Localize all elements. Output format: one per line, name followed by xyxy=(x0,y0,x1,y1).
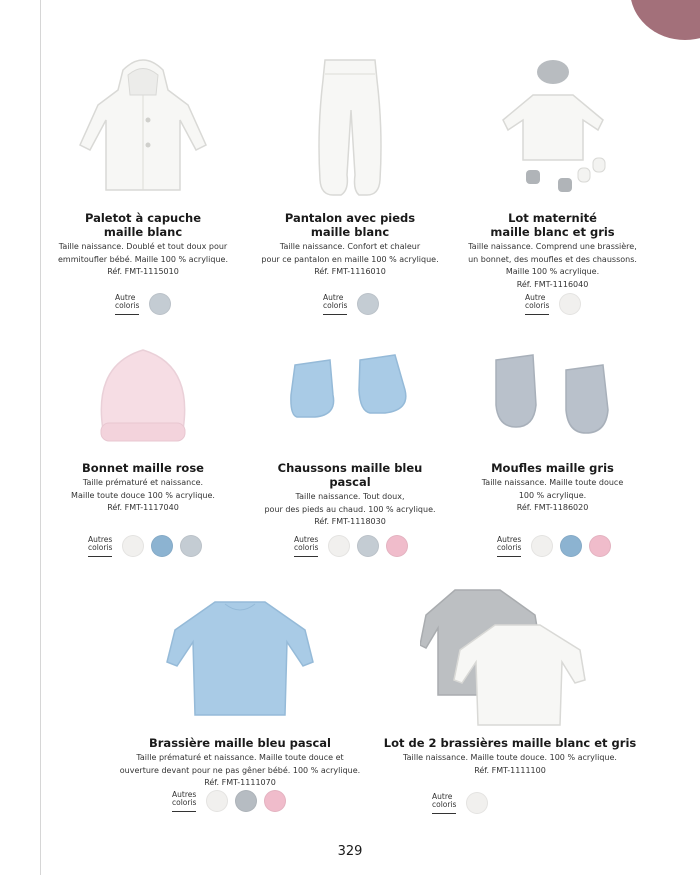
color-swatch[interactable] xyxy=(151,535,173,557)
page-number: 329 xyxy=(337,844,363,859)
chaussons-image xyxy=(275,335,425,455)
product-name: Lot de 2 brassières maille blanc et gris xyxy=(383,736,637,750)
color-swatch[interactable] xyxy=(122,535,144,557)
product-description: Taille naissance. Maille toute douce 100 % acrylique. xyxy=(481,478,624,500)
colors-label: Autres coloris xyxy=(172,791,196,812)
product-moufles xyxy=(455,335,650,515)
colors-label: Autre coloris xyxy=(432,793,456,814)
product-name: Paletot à capuche maille blanc xyxy=(84,211,202,239)
product-name: Lot maternité maille blanc et gris xyxy=(490,211,615,239)
color-swatch[interactable] xyxy=(559,293,581,315)
color-swatch[interactable] xyxy=(386,535,408,557)
product-reference: Réf. FMT-1111100 xyxy=(474,765,546,775)
colors-brassiere xyxy=(172,790,286,812)
colors-chaussons xyxy=(294,535,408,557)
product-name: Bonnet maille rose xyxy=(82,461,204,475)
pantalon-image xyxy=(275,50,425,205)
product-name: Brassière maille bleu pascal xyxy=(149,736,331,750)
product-lot-maternite xyxy=(455,50,650,291)
product-lot-brassieres xyxy=(380,580,640,777)
page-margin-line xyxy=(40,0,41,875)
product-reference: Réf. FMT-1116010 xyxy=(314,267,386,276)
color-swatch[interactable] xyxy=(264,790,286,812)
paletot-image xyxy=(68,50,218,205)
color-swatch[interactable] xyxy=(357,293,379,315)
colors-label: Autres coloris xyxy=(497,536,521,557)
colors-pantalon xyxy=(323,293,379,315)
product-brassiere xyxy=(110,590,370,790)
colors-label: Autre coloris xyxy=(115,294,139,315)
colors-moufles xyxy=(497,535,611,557)
product-pantalon xyxy=(255,50,445,279)
bonnet-image xyxy=(68,335,218,455)
product-reference: Réf. FMT-1117040 xyxy=(107,503,179,512)
product-name: Pantalon avec pieds maille blanc xyxy=(284,211,416,239)
lot-maternite-image xyxy=(478,50,628,205)
product-description: Taille naissance. Doublé et tout doux pour emmitoufler bébé. Maille 100 % acrylique. xyxy=(58,242,228,264)
product-description: Taille naissance. Maille toute douce. 100 % acrylique. xyxy=(403,753,617,762)
product-reference: Réf. FMT-1116040 xyxy=(516,279,589,289)
colors-paletot xyxy=(115,293,171,315)
brassiere-image xyxy=(155,590,325,730)
moufles-image xyxy=(478,335,628,455)
corner-accent xyxy=(630,0,700,40)
colors-label: Autres coloris xyxy=(88,536,112,557)
product-name: Moufles maille gris xyxy=(491,461,614,475)
color-swatch[interactable] xyxy=(180,535,202,557)
product-name: Chaussons maille bleu pascal xyxy=(277,461,423,489)
product-reference: Réf. FMT-1115010 xyxy=(107,267,179,276)
product-description: Taille prématuré et naissance. Maille toute douce 100 % acrylique. xyxy=(71,478,215,500)
colors-label: Autre coloris xyxy=(323,294,347,315)
colors-lot-brassieres xyxy=(432,792,488,814)
product-bonnet xyxy=(48,335,238,515)
product-chaussons xyxy=(255,335,445,529)
color-swatch[interactable] xyxy=(328,535,350,557)
product-description: Taille naissance. Tout doux, pour des pieds au chaud. 100 % acrylique. xyxy=(264,492,436,514)
product-reference: Réf. FMT-1111070 xyxy=(204,778,276,787)
product-reference: Réf. FMT-1118030 xyxy=(314,517,386,526)
colors-label: Autre coloris xyxy=(525,294,549,315)
colors-bonnet xyxy=(88,535,202,557)
colors-lot-maternite xyxy=(525,293,581,315)
color-swatch[interactable] xyxy=(235,790,257,812)
colors-label: Autres coloris xyxy=(294,536,318,557)
product-paletot xyxy=(48,50,238,279)
color-swatch[interactable] xyxy=(589,535,611,557)
color-swatch[interactable] xyxy=(206,790,228,812)
color-swatch[interactable] xyxy=(560,535,582,557)
lot-brassieres-image xyxy=(420,580,600,730)
color-swatch[interactable] xyxy=(357,535,379,557)
product-description: Taille naissance. Comprend une brassière, un bonnet, des moufles et des chaussons. Maille 100 % acrylique. xyxy=(468,242,637,276)
color-swatch[interactable] xyxy=(466,792,488,814)
color-swatch[interactable] xyxy=(531,535,553,557)
product-description: Taille prématuré et naissance. Maille toute douce et ouverture devant pour ne pas gêner bébé. 100 % acrylique. xyxy=(119,753,361,775)
color-swatch[interactable] xyxy=(149,293,171,315)
product-reference: Réf. FMT-1186020 xyxy=(516,503,589,512)
product-description: Taille naissance. Confort et chaleur pour ce pantalon en maille 100 % acrylique. xyxy=(261,242,439,264)
